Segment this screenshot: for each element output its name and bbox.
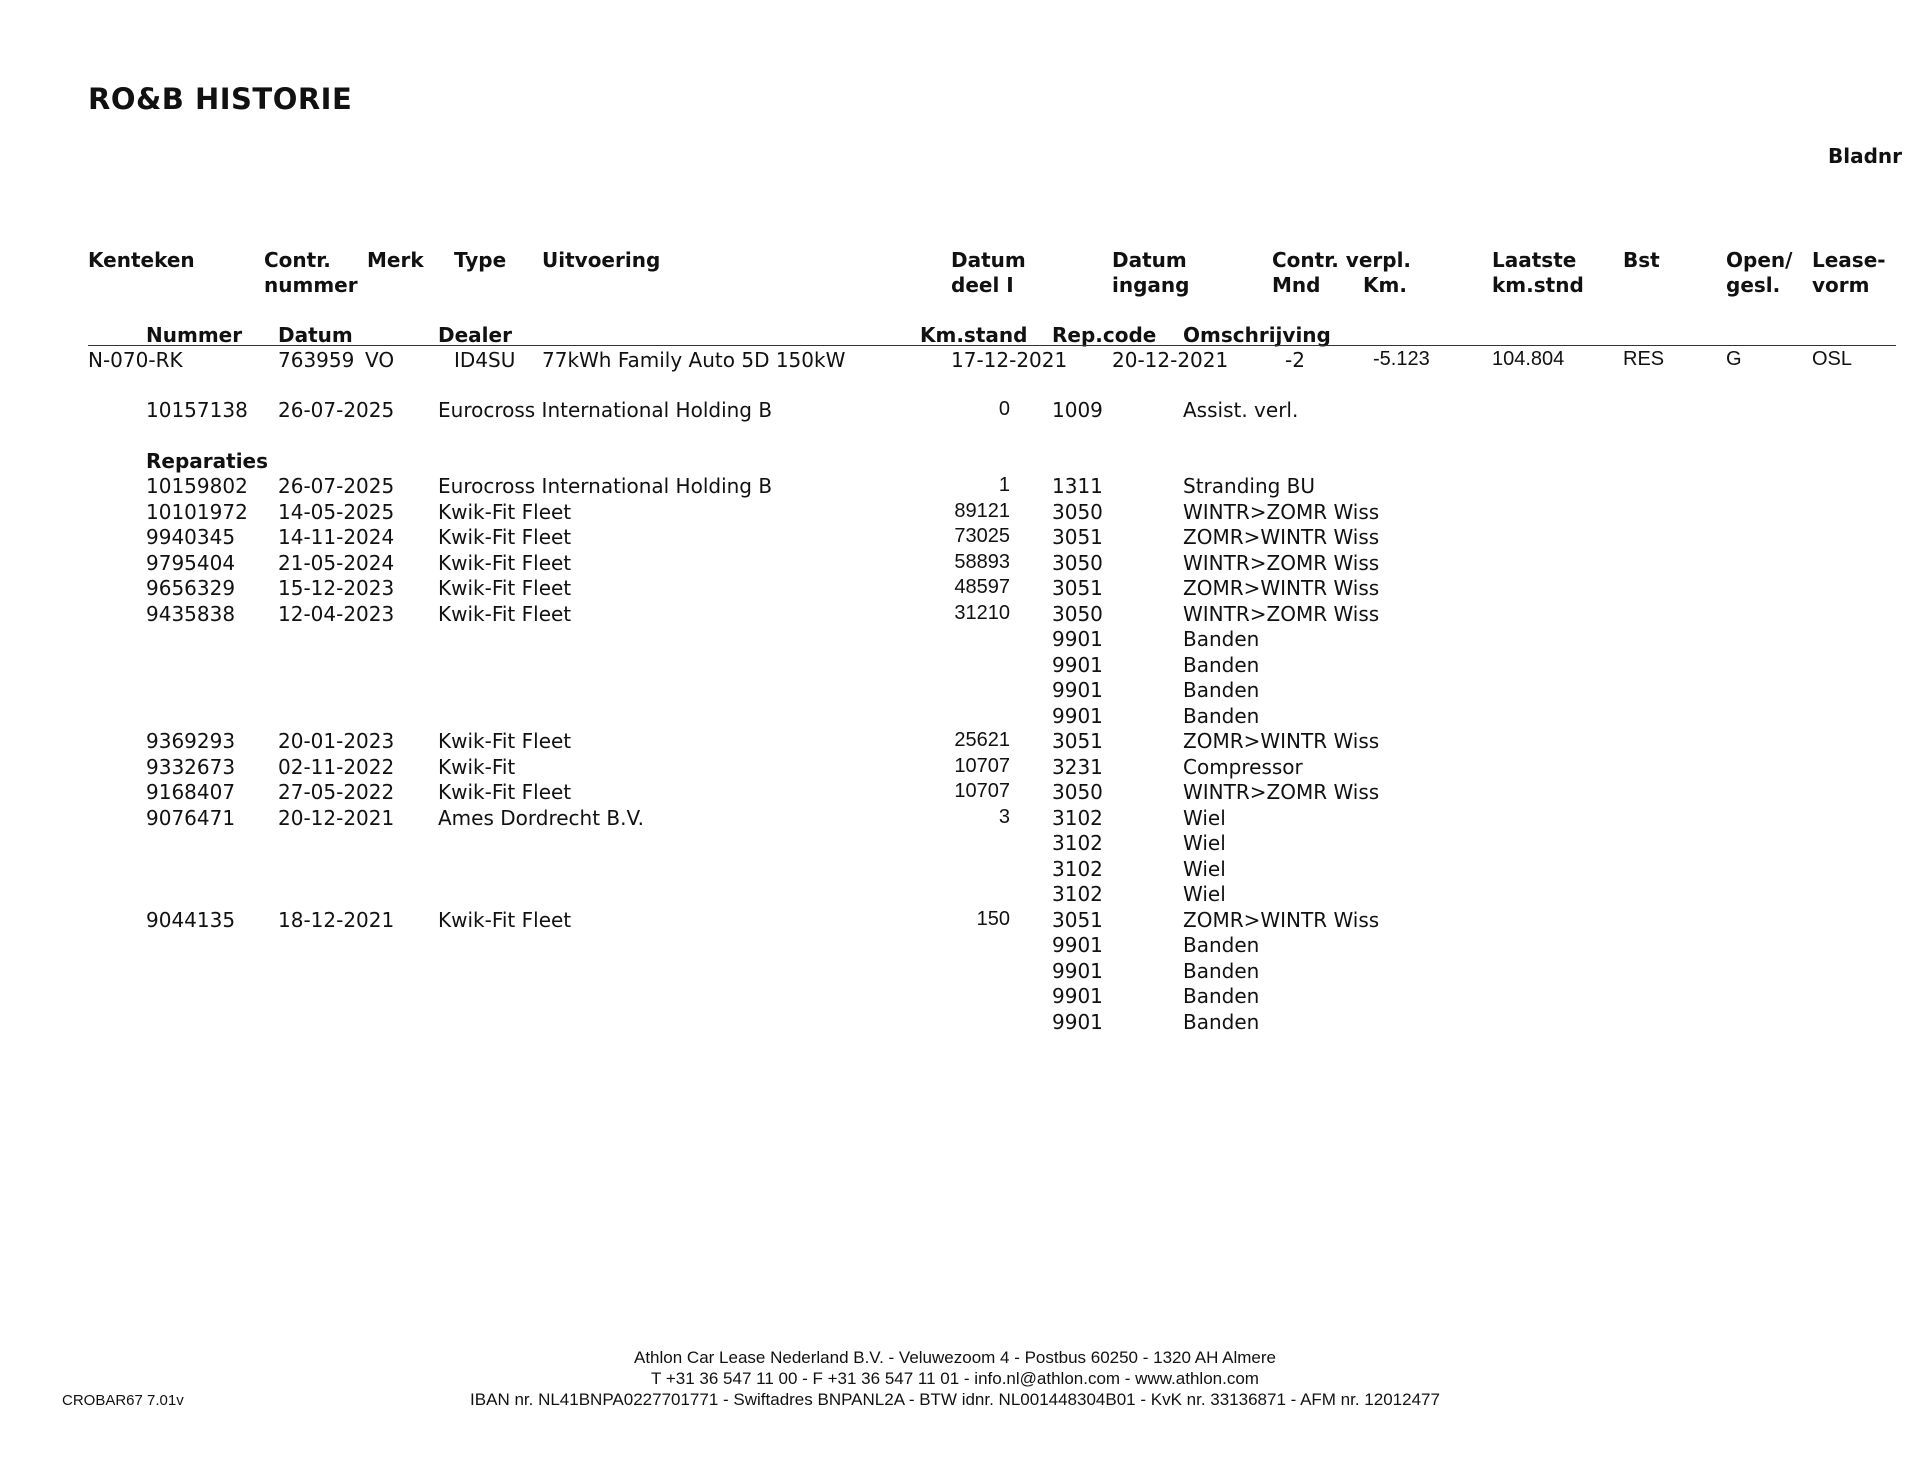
repair-omschrijving: Compressor <box>1183 754 1303 779</box>
repair-nummer: 9795404 <box>146 550 236 575</box>
header-laatste: Laatste <box>1492 248 1577 272</box>
repair-kmstand: 3 <box>998 805 1010 828</box>
header-open: Open/ <box>1726 248 1793 272</box>
repair-dealer: Kwik-Fit Fleet <box>438 525 572 549</box>
repair-nummer: 9168407 <box>146 780 236 804</box>
assist-repcode: 1009 <box>1052 398 1103 422</box>
repair-repcode: 9901 <box>1052 703 1103 728</box>
vehicle-mnd: -2 <box>1285 348 1305 372</box>
vehicle-open-gesl: G <box>1726 348 1742 370</box>
repair-dealer: Kwik-Fit Fleet <box>438 576 572 600</box>
header-lease: Lease- <box>1812 248 1886 272</box>
repair-dealer: Kwik-Fit Fleet <box>438 601 572 626</box>
repair-omschrijving: Wiel <box>1183 882 1226 906</box>
repair-repcode: 3051 <box>1052 907 1103 932</box>
repair-omschrijving: Banden <box>1183 627 1260 651</box>
repair-kmstand: 58893 <box>954 550 1010 573</box>
repair-dealer: Ames Dordrecht B.V. <box>438 805 644 830</box>
vehicle-bst: RES <box>1623 348 1665 370</box>
repair-repcode: 3102 <box>1052 856 1103 881</box>
header-bst: Bst <box>1623 248 1660 272</box>
reparaties-label: Reparaties <box>146 449 269 473</box>
assist-datum: 26-07-2025 <box>278 398 395 422</box>
repair-nummer: 9940345 <box>146 525 236 549</box>
subheader-repcode: Rep.code <box>1052 323 1157 347</box>
repair-omschrijving: ZOMR>WINTR Wiss <box>1183 907 1380 932</box>
repair-nummer: 10101972 <box>146 499 248 524</box>
repair-repcode: 1311 <box>1052 474 1103 498</box>
repair-repcode: 3051 <box>1052 525 1103 549</box>
repair-datum: 12-04-2023 <box>278 601 395 626</box>
repair-repcode: 9901 <box>1052 984 1103 1008</box>
repair-omschrijving: WINTR>ZOMR Wiss <box>1183 780 1380 804</box>
header-contr: Contr. <box>264 248 331 272</box>
vehicle-lease-vorm: OSL <box>1812 348 1853 370</box>
vehicle-type: ID4SU <box>454 348 516 372</box>
repair-datum: 14-05-2025 <box>278 499 395 524</box>
repair-omschrijving: Banden <box>1183 958 1260 983</box>
repair-repcode: 3050 <box>1052 550 1103 575</box>
header-kenteken: Kenteken <box>88 248 195 272</box>
header-kmstnd: km.stnd <box>1492 273 1584 297</box>
repair-repcode: 3051 <box>1052 576 1103 600</box>
subheader-dealer: Dealer <box>438 323 512 347</box>
repair-omschrijving: Banden <box>1183 652 1260 677</box>
vehicle-km: -5.123 <box>1373 348 1430 370</box>
vehicle-contr-nummer: 763959 <box>278 348 355 372</box>
repair-datum: 14-11-2024 <box>278 525 395 549</box>
repair-dealer: Kwik-Fit Fleet <box>438 499 572 524</box>
repair-omschrijving: ZOMR>WINTR Wiss <box>1183 576 1380 600</box>
repair-repcode: 9901 <box>1052 678 1103 702</box>
header-ingang: ingang <box>1112 273 1190 297</box>
repair-omschrijving: Banden <box>1183 933 1260 957</box>
vehicle-laatste-km: 104.804 <box>1492 348 1565 370</box>
repair-kmstand: 31210 <box>954 601 1010 624</box>
repair-repcode: 3102 <box>1052 831 1103 855</box>
repair-datum: 20-01-2023 <box>278 729 395 753</box>
header-nummer: nummer <box>264 273 358 297</box>
repair-nummer: 9369293 <box>146 729 236 753</box>
header-deel-i: deel I <box>951 273 1014 297</box>
header-merk: Merk <box>367 248 424 272</box>
repair-repcode: 9901 <box>1052 933 1103 957</box>
bladnr-label: Bladnr <box>1828 144 1903 168</box>
repair-omschrijving: Stranding BU <box>1183 474 1316 498</box>
header-contr-verpl: Contr. verpl. <box>1272 248 1412 272</box>
repair-kmstand: 10707 <box>954 754 1010 777</box>
repair-nummer: 9656329 <box>146 576 236 600</box>
repair-repcode: 9901 <box>1052 1009 1103 1034</box>
repair-omschrijving: ZOMR>WINTR Wiss <box>1183 525 1380 549</box>
repair-repcode: 3050 <box>1052 499 1103 524</box>
repair-repcode: 3050 <box>1052 601 1103 626</box>
repair-nummer: 9332673 <box>146 754 236 779</box>
repair-repcode: 3231 <box>1052 754 1103 779</box>
assist-dealer: Eurocross International Holding B <box>438 398 773 422</box>
vehicle-merk: VO <box>365 348 395 372</box>
repair-dealer: Kwik-Fit Fleet <box>438 780 572 804</box>
repair-repcode: 3102 <box>1052 882 1103 906</box>
assist-kmstand: 0 <box>998 398 1010 420</box>
footer-line-contact: T +31 36 547 11 00 - F +31 36 547 11 01 - info.nl@athlon.com - www.athlon.com <box>651 1369 1259 1388</box>
vehicle-datum-deel: 17-12-2021 <box>951 348 1068 372</box>
repair-dealer: Kwik-Fit Fleet <box>438 729 572 753</box>
page-title: RO&B HISTORIE <box>88 82 353 116</box>
repair-omschrijving: WINTR>ZOMR Wiss <box>1183 601 1380 626</box>
subheader-kmstand: Km.stand <box>920 323 1028 347</box>
subheader-nummer: Nummer <box>146 323 243 347</box>
header-datum-deel: Datum <box>951 248 1026 272</box>
repair-dealer: Kwik-Fit Fleet <box>438 550 572 575</box>
repair-nummer: 9044135 <box>146 907 236 932</box>
footer-line-address: Athlon Car Lease Nederland B.V. - Veluwezoom 4 - Postbus 60250 - 1320 AH Almere <box>634 1348 1276 1367</box>
repair-repcode: 9901 <box>1052 652 1103 677</box>
header-vorm: vorm <box>1812 273 1870 297</box>
repair-omschrijving: ZOMR>WINTR Wiss <box>1183 729 1380 753</box>
repair-datum: 26-07-2025 <box>278 474 395 498</box>
repair-nummer: 9435838 <box>146 601 236 626</box>
repair-dealer: Kwik-Fit Fleet <box>438 907 572 932</box>
repair-omschrijving: WINTR>ZOMR Wiss <box>1183 550 1380 575</box>
repair-nummer: 9076471 <box>146 805 236 830</box>
repair-datum: 20-12-2021 <box>278 805 395 830</box>
repair-repcode: 9901 <box>1052 627 1103 651</box>
repair-kmstand: 25621 <box>954 729 1010 751</box>
repair-kmstand: 10707 <box>954 780 1010 802</box>
header-km: Km. <box>1363 273 1407 297</box>
header-mnd: Mnd <box>1272 273 1321 297</box>
repair-kmstand: 48597 <box>954 576 1010 598</box>
vehicle-uitvoering: 77kWh Family Auto 5D 150kW <box>542 348 846 372</box>
repair-repcode: 3102 <box>1052 805 1103 830</box>
version-code: CROBAR67 7.01v <box>62 1392 184 1409</box>
repair-datum: 21-05-2024 <box>278 550 395 575</box>
repair-dealer: Kwik-Fit <box>438 754 516 779</box>
repair-datum: 15-12-2023 <box>278 576 395 600</box>
header-gesl: gesl. <box>1726 273 1781 297</box>
repair-kmstand: 73025 <box>954 525 1010 547</box>
repair-datum: 18-12-2021 <box>278 907 395 932</box>
repair-omschrijving: Banden <box>1183 703 1260 728</box>
subheader-datum: Datum <box>278 323 353 347</box>
repair-repcode: 3051 <box>1052 729 1103 753</box>
repair-kmstand: 1 <box>998 474 1010 496</box>
subheader-omschrijving: Omschrijving <box>1183 323 1331 347</box>
assist-nummer: 10157138 <box>146 398 248 422</box>
repair-omschrijving: Banden <box>1183 984 1260 1008</box>
repair-kmstand: 150 <box>976 907 1010 930</box>
assist-omschrijving: Assist. verl. <box>1183 398 1299 422</box>
repair-datum: 02-11-2022 <box>278 754 395 779</box>
repair-omschrijving: Wiel <box>1183 831 1226 855</box>
header-uitvoering: Uitvoering <box>542 248 661 272</box>
repair-nummer: 10159802 <box>146 474 248 498</box>
repair-dealer: Eurocross International Holding B <box>438 474 773 498</box>
repair-datum: 27-05-2022 <box>278 780 395 804</box>
vehicle-datum-ingang: 20-12-2021 <box>1112 348 1229 372</box>
repair-omschrijving: Wiel <box>1183 856 1226 881</box>
header-type: Type <box>454 248 507 272</box>
repair-omschrijving: Banden <box>1183 1009 1260 1034</box>
repair-kmstand: 89121 <box>954 499 1010 522</box>
repair-omschrijving: WINTR>ZOMR Wiss <box>1183 499 1380 524</box>
repair-omschrijving: Banden <box>1183 678 1260 702</box>
repair-repcode: 3050 <box>1052 780 1103 804</box>
header-datum-ingang: Datum <box>1112 248 1187 272</box>
repair-omschrijving: Wiel <box>1183 805 1226 830</box>
vehicle-kenteken: N-070-RK <box>88 348 183 372</box>
repair-repcode: 9901 <box>1052 958 1103 983</box>
footer-line-bank: IBAN nr. NL41BNPA0227701771 - Swiftadres BNPANL2A - BTW idnr. NL001448304B01 - KvK nr. 33136871 - AFM nr. 12012477 <box>470 1390 1440 1409</box>
